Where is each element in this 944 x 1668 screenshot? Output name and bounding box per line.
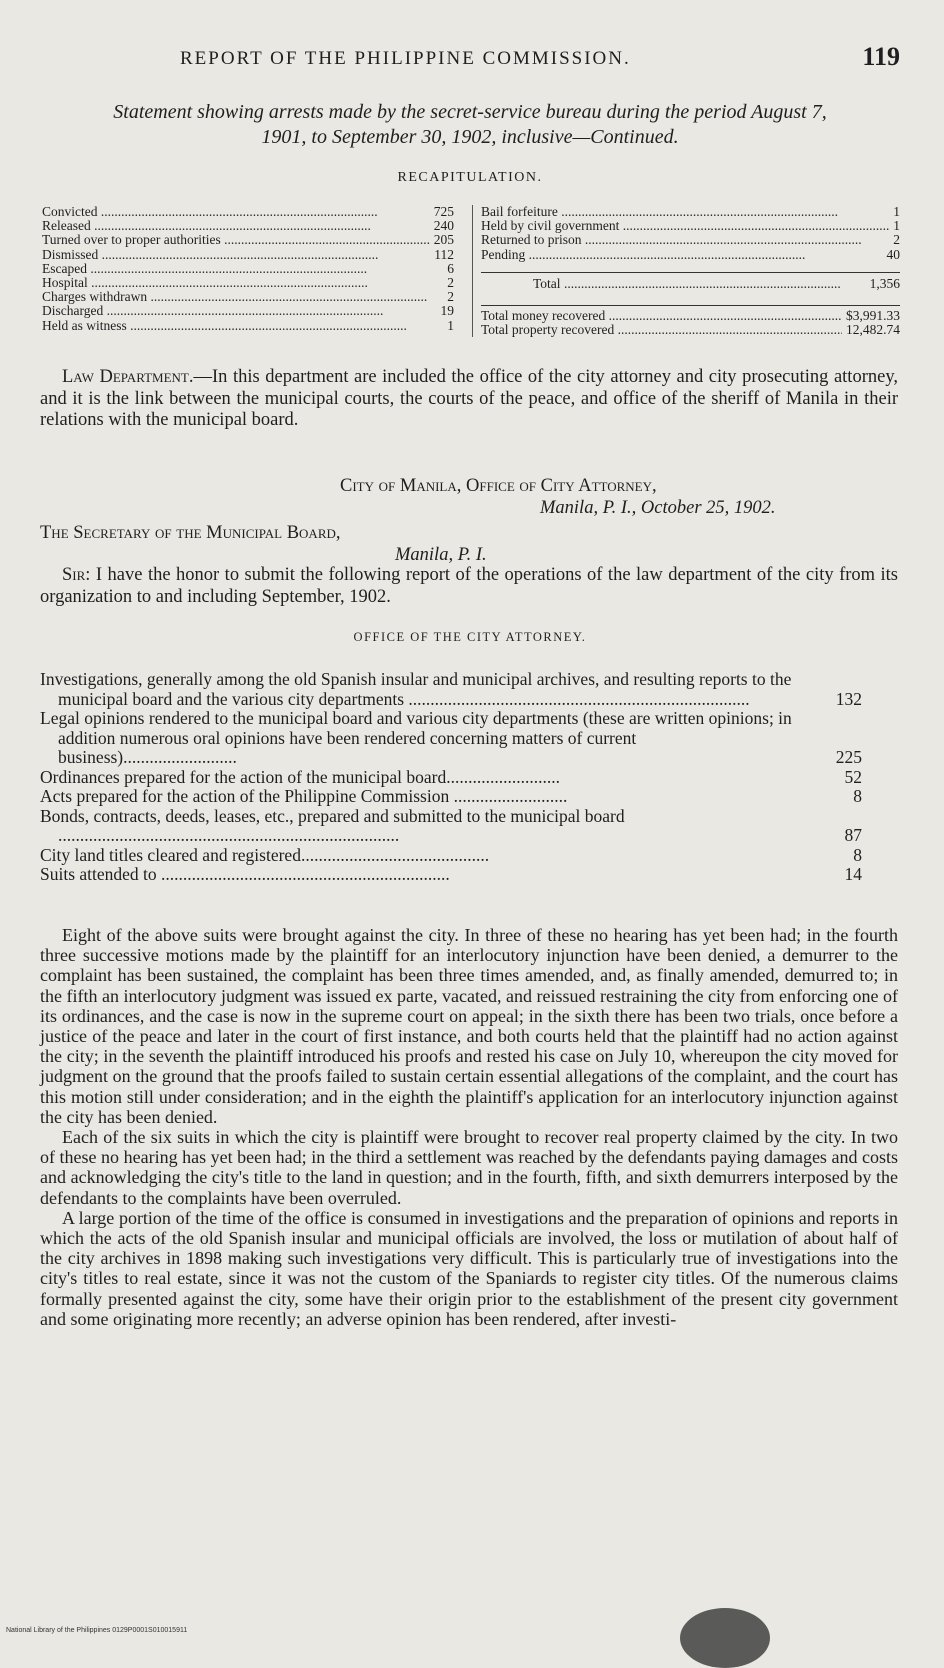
body-paragraph-3: A large portion of the time of the office is consumed in investigations and the preparation of opinions and reports in which the acts of the old Spanish insular and municipal officials are involved, the loss or mutilation of about half of the city archives in 1898 making such investigations very difficult. This is particularly true of investigations into the city's titles to real estate, since it was not the custom of the Spaniards to register city titles. Of the numerous claims formally presented against the city, some have their origin prior to the establishment of the present city government and some originating more recently; an adverse opinion has been rendered, after investi-: [40, 1207, 898, 1329]
letter-from-line-1: City of Manila, Office of City Attorney,: [340, 476, 657, 496]
body-paragraph-1: Eight of the above suits were brought against the city. In three of these no hearing has yet been had; in the fourth three successive motions made by the plaintiff for an interlocutory injunction have been denied, a demurrer to the complaint has been sustained, the complaint has been three times amended, and, as finally amended, demurred to; in the fifth an interlocutory judgment was issued ex parte, vacated, and reissued restraining the city from enforcing one of its ordinances, and the case is now in the supreme court on appeal; in the sixth there has been two trials, once before a justice of the peace and later in the court of first instance, and both courts held that the plaintiff had no action against the city; in the seventh the plaintiff introduced his proofs and rested his case on July 10, whereupon the city moved for judgment on the ground that the proofs failed to sustain certain essential allegations of the complaint, and the court has this motion still under consideration; and in the eighth the plaintiff's application for an interlocutory injunction against the city has been denied.: [40, 925, 898, 1127]
letter-salutation: Sir:: [62, 565, 91, 585]
letter-to-block: [40, 522, 487, 566]
recap-row: Pending ..... 40: [481, 248, 900, 262]
body-text: [40, 925, 898, 1329]
recap-row: Total money recovered ..... $3,991.33: [481, 309, 900, 323]
recap-row: Turned over to proper authorities ..... 205: [42, 233, 454, 247]
statement-line-1: Statement showing arrests made by the secret-service bureau during the period August 7,: [113, 101, 827, 123]
page-number: 119: [862, 42, 900, 71]
statement-caption: [40, 100, 900, 150]
office-activity-list: [40, 670, 862, 885]
scanner-thumb-shadow: [680, 1608, 770, 1668]
recap-row: Total property recovered ..... 12,482.74: [481, 323, 900, 337]
running-title: REPORT OF THE PHILIPPINE COMMISSION.: [180, 48, 631, 69]
library-stamp: National Library of the Philippines 0129P0001S010015911: [6, 1627, 188, 1634]
letter-intro-text: I have the honor to submit the following report of the operations of the law department of the city from its organization to and including September, 1902.: [40, 565, 898, 607]
recap-row: Bail forfeiture ..... 1: [481, 205, 900, 219]
letter-from-line-2: Manila, P. I., October 25, 1902.: [540, 498, 776, 518]
recap-row: Escaped ..... 6: [42, 262, 454, 276]
letter-intro-paragraph: [40, 565, 898, 608]
recap-left-column: [42, 205, 454, 333]
recap-row: Released ..... 240: [42, 219, 454, 233]
recap-right-column: [472, 205, 900, 337]
list-item: Acts prepared for the action of the Philippine Commission .......................... 8: [40, 786, 862, 806]
list-item: Ordinances prepared for the action of the municipal board.......................... 52: [40, 766, 862, 787]
law-department-heading: Law Department.: [62, 367, 194, 387]
list-item: City land titles cleared and registered........................................... 8: [40, 844, 862, 865]
recap-total-row: Total ..... 1,356: [481, 272, 900, 295]
page-header: [40, 42, 900, 76]
list-item: Suits attended to .................................................................. 14: [40, 864, 862, 884]
letter-to-line-1: The Secretary of the Municipal Board,: [40, 523, 341, 543]
letter-to-line-2: Manila, P. I.: [395, 545, 487, 565]
recap-row: Hospital ..... 2: [42, 276, 454, 290]
body-paragraph-2: Each of the six suits in which the city is plaintiff were brought to recover real property claimed by the city. In two of these no hearing has yet been had; in the third a settlement was reached by the defendants paying damages and costs and acknowledging the city's title to the land in question; and in the fourth, fifth, and sixth demurrers interposed by the defendants to the complaints have been overruled.: [40, 1127, 898, 1208]
recap-row: Charges withdrawn ..... 2: [42, 290, 454, 304]
letter-from-block: [340, 475, 776, 519]
law-department-paragraph: [40, 367, 898, 432]
list-item: Bonds, contracts, deeds, leases, etc., prepared and submitted to the municipal board .............................................................................. 87: [40, 805, 862, 845]
statement-line-2: 1901, to September 30, 1902, inclusive—Continued.: [261, 126, 679, 148]
office-section-title: OFFICE OF THE CITY ATTORNEY.: [353, 630, 587, 644]
recap-row: Held by civil government ..... 1: [481, 219, 900, 233]
recap-row: Discharged ..... 19: [42, 304, 454, 318]
recap-row: Dismissed ..... 112: [42, 248, 454, 262]
law-department-text: —In this department are included the office of the city attorney and city prosecuting attorney, and it is the link between the municipal courts, the courts of the peace, and office of the sheriff of Manila in their relations with the municipal board.: [40, 367, 898, 430]
recapitulation-table: [42, 205, 900, 351]
recap-row: Held as witness ..... 1: [42, 319, 454, 333]
recap-row: Convicted ..... 725: [42, 205, 454, 219]
recap-row: Returned to prison ..... 2: [481, 233, 900, 247]
recapitulation-title: RECAPITULATION.: [397, 170, 543, 185]
list-item: Legal opinions rendered to the municipal board and various city departments (these are written opinions; in addition numerous oral opinions have been rendered concerning matters of current business).......................... 225: [40, 708, 862, 767]
list-item: Investigations, generally among the old Spanish insular and municipal archives, and resulting reports to the municipal board and the various city departments .............................................................................. 132: [40, 669, 862, 709]
recap-money-block: [481, 305, 900, 337]
